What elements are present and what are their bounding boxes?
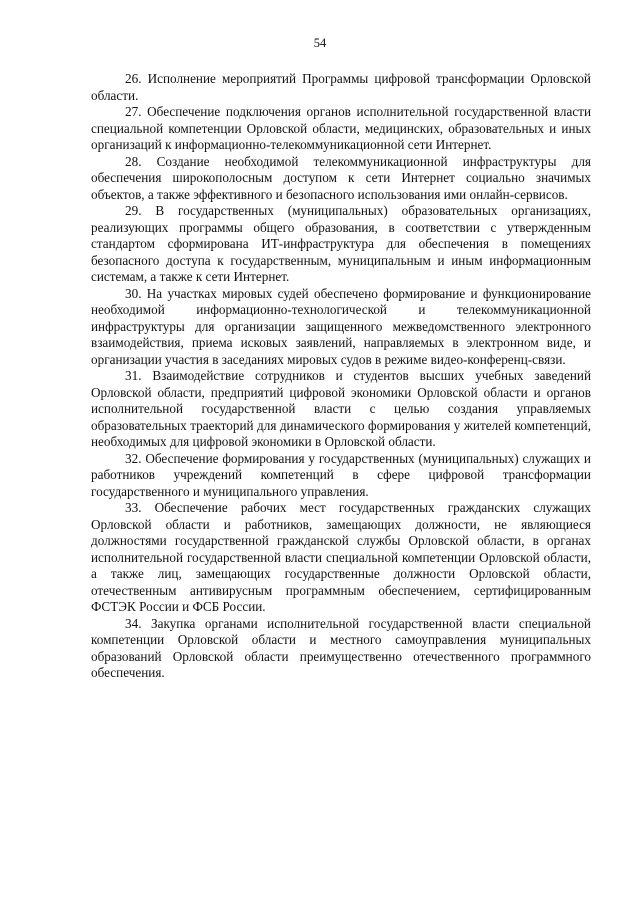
list-item: 26. Исполнение мероприятий Программы цифровой трансформации Орловской области. [91,71,591,103]
list-item: 28. Создание необходимой телекоммуникационной инфраструктуры для обеспечения широкополосным доступом к сети Интернет социально значимых объектов, а также эффективного и безопасного использования ими онлайн-сервисов. [91,153,591,202]
page-number: 54 [313,36,327,50]
list-item: 33. Обеспечение рабочих мест государственных гражданских служащих Орловской области и работников, замещающих должности, не являющиеся должностями государственной гражданской службы Орловской области, в органах исполнительной государственной власти специальной компетенции Орловской области, а также лиц, замещающих государственные должности Орловской области, отечественным антивирусным программным обеспечением, сертифицированным ФСТЭК России и ФСБ России. [91,500,591,614]
list-item: 29. В государственных (муниципальных) образовательных организациях, реализующих программы общего образования, в соответствии с утвержденным стандартом сформирована ИТ-инфраструктура для обеспечения в помещениях безопасного доступа к государственным, муниципальным и иным информационным системам, а также к сети Интернет. [91,203,591,284]
document-body [91,71,591,682]
list-item: 27. Обеспечение подключения органов исполнительной государственной власти специальной компетенции Орловской области, медицинских, образовательных и иных организаций к информационно-телекоммуникационной сети Интернет. [91,104,591,152]
list-item: 34. Закупка органами исполнительной государственной власти специальной компетенции Орловской области и местного самоуправления муниципальных образований Орловской области преимущественно отечественного программного обеспечения. [91,615,591,680]
list-item: 31. Взаимодействие сотрудников и студентов высших учебных заведений Орловской области, предприятий цифровой экономики Орловской области и органов исполнительной государственной власти с целью создания управляемых образовательных траекторий для динамического формирования у жителей компетенций, необходимых для цифровой экономики в Орловской области. [91,368,591,449]
list-item: 32. Обеспечение формирования у государственных (муниципальных) служащих и работников учреждений компетенций в сфере цифровой трансформации государственного и муниципального управления. [91,450,591,499]
list-item: 30. На участках мировых судей обеспечено формирование и функционирование необходимой информационно-технологической и телекоммуникационной инфраструктуры для организации защищенного межведомственного электронного взаимодействия, приема исковых заявлений, направляемых в электронном виде, и организации участия в заседаниях мировых судов в режиме видео-конференц-связи. [91,285,591,367]
